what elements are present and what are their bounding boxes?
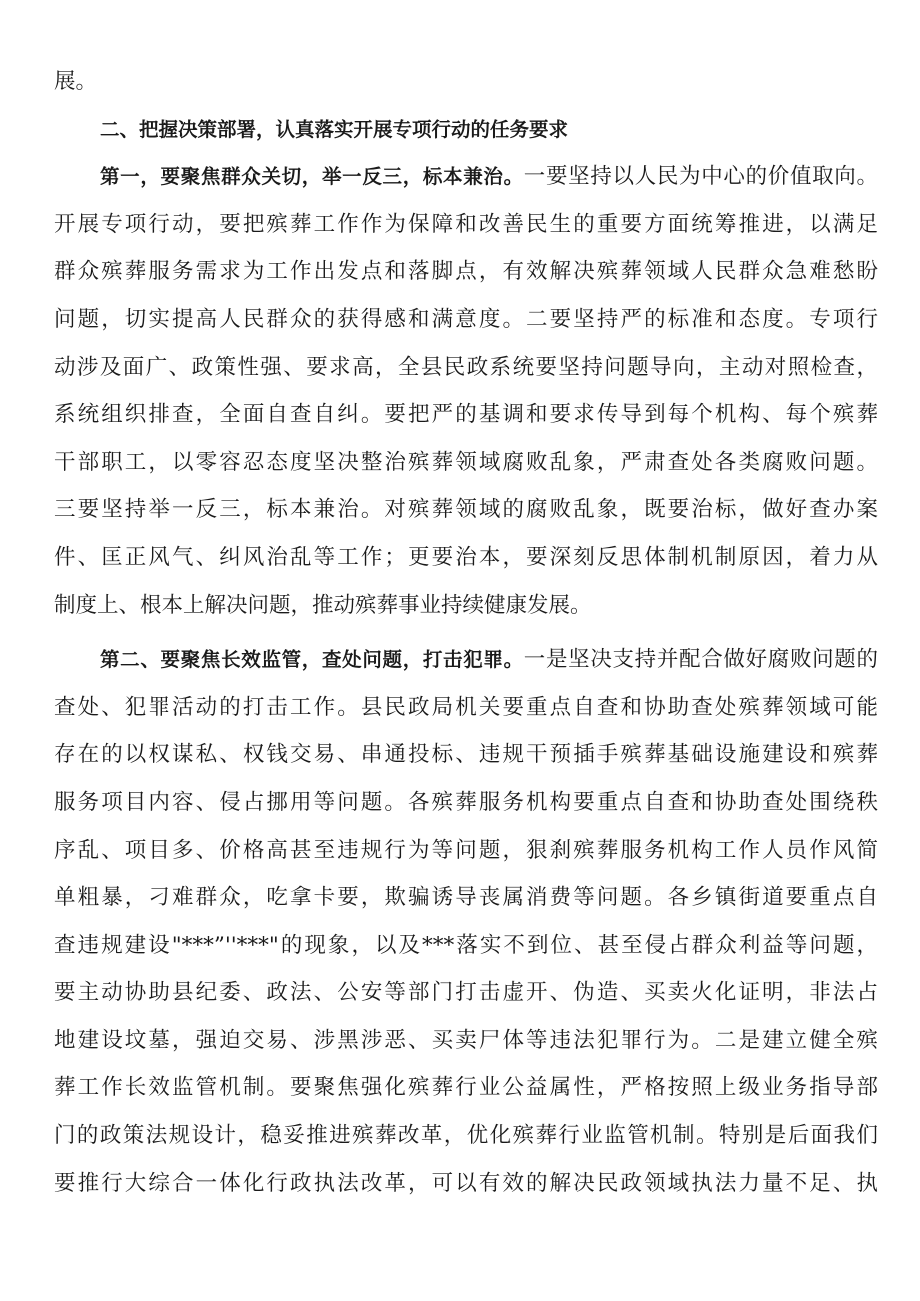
document-page bbox=[54, 58, 878, 1207]
text-line: 系统组织排查，全面自查自纠。要把严的基调和要求传导到每个机构、每个殡葬 bbox=[54, 402, 878, 428]
text-line: 序乱、项目多、价格高甚至违规行为等问题，狠刹殡葬服务机构工作人员作风简 bbox=[54, 837, 878, 863]
text-line: 开展专项行动，要把殡葬工作作为保障和改善民生的重要方面统筹推进，以满足 bbox=[54, 211, 878, 237]
paragraph-1-first-rest: 一要坚持以人民为中心的价值取向。 bbox=[523, 164, 878, 190]
text-line: 查违规建设"***”''***"的现象，以及***落实不到位、甚至侵占群众利益等问题， bbox=[54, 932, 878, 958]
text-line: 件、匡正风气、纠风治乱等工作；更要治本，要深刻反思体制机制原因，着力从 bbox=[54, 544, 878, 570]
paragraph-end-line bbox=[54, 58, 878, 106]
section-heading: 二、把握决策部署，认真落实开展专项行动的任务要求 bbox=[100, 117, 569, 141]
paragraph-1-last-line: 制度上、根本上解决问题，推动殡葬事业持续健康发展。 bbox=[54, 592, 592, 618]
paragraph-2-first-line bbox=[54, 636, 878, 684]
text-line: 地建设坟墓，强迫交易、涉黑涉恶、买卖尸体等违法犯罪行为。二是建立健全殡 bbox=[54, 1027, 878, 1053]
paragraph-2-first-rest: 一是坚决支持并配合做好腐败问题的 bbox=[523, 647, 878, 673]
text-line: 干部职工，以零容忍态度坚决整治殡葬领域腐败乱象，严肃查处各类腐败问题。 bbox=[54, 449, 878, 475]
text-line: 门的政策法规设计，稳妥推进殡葬改革，优化殡葬行业监管机制。特别是后面我们 bbox=[54, 1123, 878, 1149]
text-line: 三要坚持举一反三，标本兼治。对殡葬领域的腐败乱象，既要治标，做好查办案 bbox=[54, 497, 878, 523]
paragraph-gap bbox=[54, 629, 878, 636]
paragraph-1-lead: 第一，要聚焦群众关切，举一反三，标本兼治。 bbox=[100, 165, 524, 189]
text-line: 葬工作长效监管机制。要聚焦强化殡葬行业公益属性，严格按照上级业务指导部 bbox=[54, 1075, 878, 1101]
text-line: 动涉及面广、政策性强、要求高，全县民政系统要坚持问题导向，主动对照检查， bbox=[54, 354, 878, 380]
text-line: 要主动协助县纪委、政法、公安等部门打击虚开、伪造、买卖火化证明，非法占 bbox=[54, 980, 878, 1006]
text-line: 问题，切实提高人民群众的获得感和满意度。二要坚持严的标准和态度。专项行 bbox=[54, 306, 878, 332]
paragraph-2-lead: 第二、要聚焦长效监管，查处问题，打击犯罪。 bbox=[100, 648, 524, 672]
text-line: 展。 bbox=[54, 69, 98, 94]
paragraph-1-first-line bbox=[54, 153, 878, 201]
text-line: 要推行大综合一体化行政执法改革，可以有效的解决民政领域执法力量不足、执 bbox=[54, 1170, 878, 1196]
text-line: 服务项目内容、侵占挪用等问题。各殡葬服务机构要重点自查和协助查处围绕秩 bbox=[54, 789, 878, 815]
text-line: 群众殡葬服务需求为工作出发点和落脚点，有效解决殡葬领域人民群众急难愁盼 bbox=[54, 259, 878, 285]
text-line: 单粗暴，刁难群众，吃拿卡要，欺骗诱导丧属消费等问题。各乡镇街道要重点自 bbox=[54, 885, 878, 911]
text-line: 查处、犯罪活动的打击工作。县民政局机关要重点自查和协助查处殡葬领域可能 bbox=[54, 694, 878, 720]
text-line: 存在的以权谋私、权钱交易、串通投标、违规干预插手殡葬基础设施建设和殡葬 bbox=[54, 742, 878, 768]
